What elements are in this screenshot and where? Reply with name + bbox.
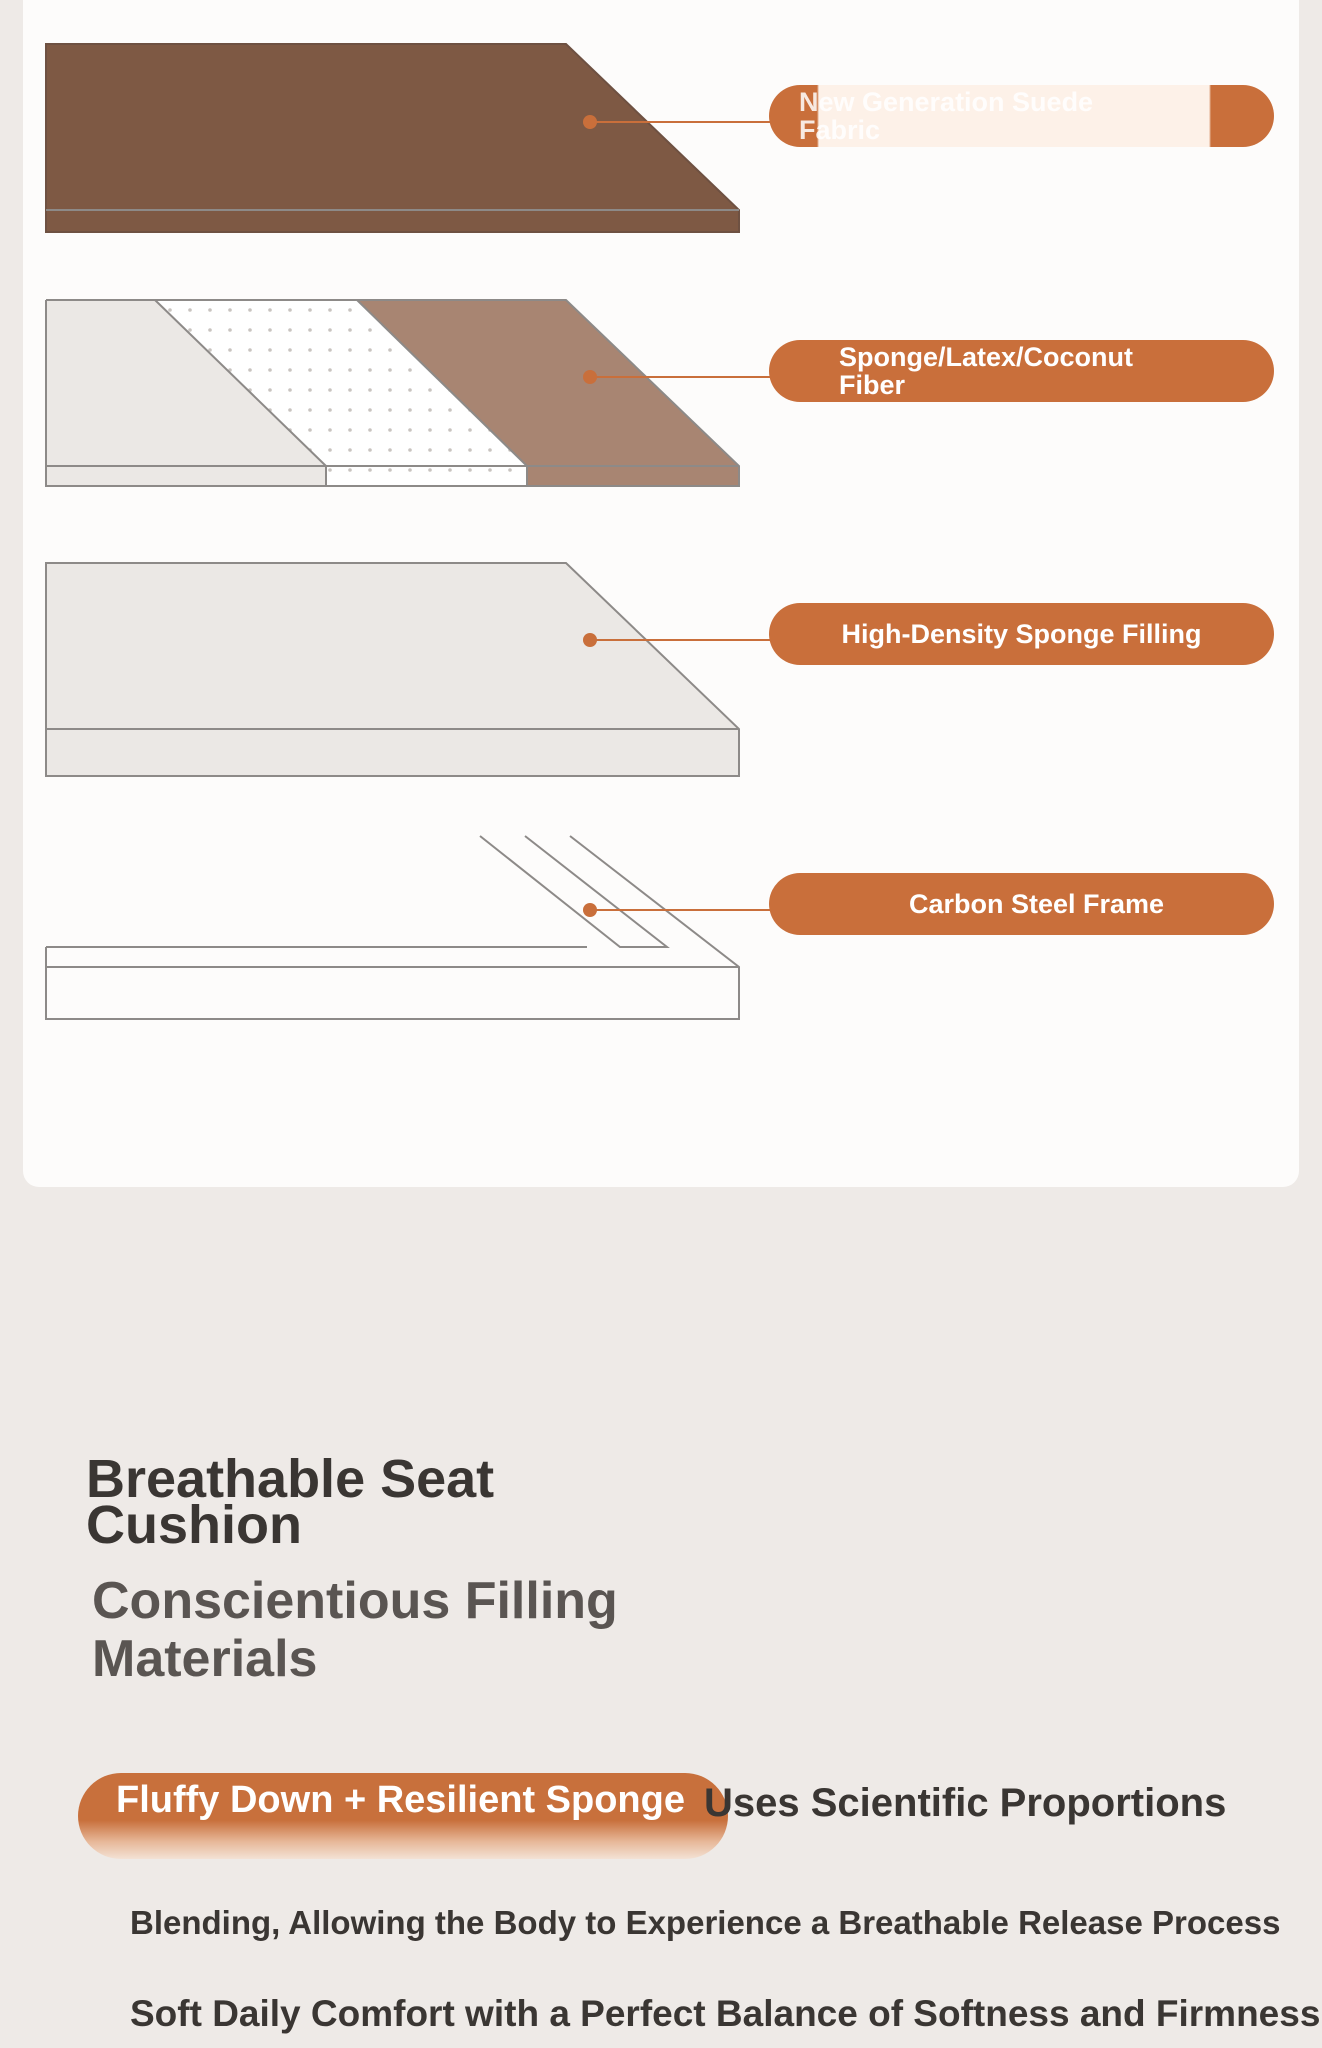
layer-label-frame <box>769 873 1274 935</box>
sponge-layer <box>46 563 778 776</box>
layer-label-suede-text: New Generation Suede Fabric <box>799 87 1094 145</box>
layer-label-sponge <box>769 603 1274 665</box>
feature-tag <box>78 1773 728 1859</box>
feature-title: Breathable Seat Cushion <box>86 1449 495 1555</box>
feature-tag-side-text: Uses Scientific Proportions <box>704 1781 1227 1825</box>
feature-description-line-1: Blending, Allowing the Body to Experience a Breathable Release Process <box>130 1904 1281 1941</box>
layer-label-sponge-text: High-Density Sponge Filling <box>841 619 1202 649</box>
feature-description-line-2: Soft Daily Comfort with a Perfect Balance of Softness and Firmness <box>130 1993 1321 2034</box>
layer-label-fiber-text: Sponge/Latex/Coconut Fiber <box>839 342 1134 400</box>
layer-label-fiber <box>769 340 1274 402</box>
steel-frame-layer <box>46 836 778 1019</box>
feature-subtitle: Conscientious Filling Materials <box>92 1572 618 1688</box>
feature-tag-text: Fluffy Down + Resilient Sponge <box>116 1779 685 1821</box>
fiber-layer <box>46 300 778 486</box>
layer-label-suede <box>769 85 1274 147</box>
layer-label-frame-text: Carbon Steel Frame <box>908 889 1165 919</box>
suede-fabric-layer <box>46 44 778 232</box>
